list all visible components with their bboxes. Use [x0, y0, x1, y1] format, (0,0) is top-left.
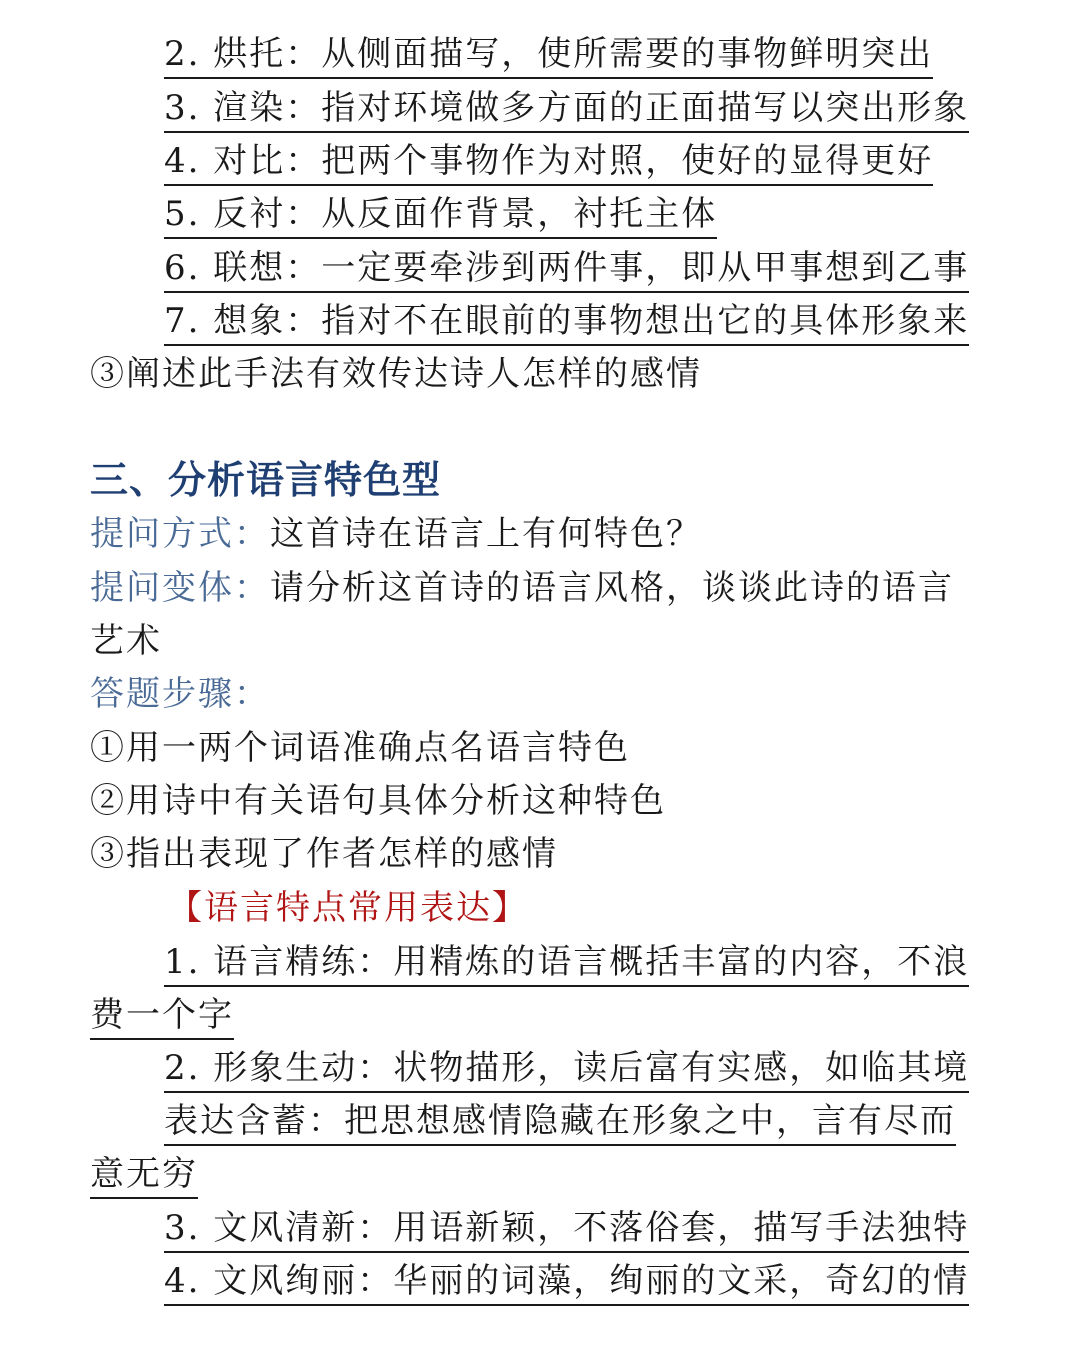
expression-title: 【语言特点常用表达】	[168, 888, 528, 928]
question-format	[90, 512, 702, 556]
technique-item-6: 6. 联想：一定要牵涉到两件事，即从甲事想到乙事	[164, 246, 969, 293]
expression-item-1-continued: 费一个字	[90, 993, 234, 1040]
expression-item-2b-continued: 意无穷	[90, 1152, 198, 1199]
expression-item-2b: 表达含蓄：把思想感情隐藏在形象之中，言有尽而	[164, 1099, 956, 1146]
answer-steps-label: 答题步骤：	[90, 674, 270, 714]
technique-item-5: 5. 反衬：从反面作背景，衬托主体	[164, 192, 717, 239]
question-format-label: 提问方式：	[90, 514, 270, 554]
answer-step-1: ①用一两个词语准确点名语言特色	[90, 728, 630, 768]
expression-item-3: 3. 文风清新：用语新颖，不落俗套，描写手法独特	[164, 1206, 969, 1253]
question-variant-text: 请分析这首诗的语言风格，谈谈此诗的语言	[270, 568, 954, 608]
technique-item-4: 4. 对比：把两个事物作为对照，使好的显得更好	[164, 139, 933, 186]
section-heading: 三、分析语言特色型	[90, 458, 442, 502]
question-format-text: 这首诗在语言上有何特色？	[270, 514, 702, 554]
question-variant-label: 提问变体：	[90, 568, 270, 608]
question-variant-continued: 艺术	[90, 621, 162, 661]
expression-item-4: 4. 文风绚丽：华丽的词藻，绚丽的文采，奇幻的情	[164, 1259, 969, 1306]
technique-item-3: 3. 渲染：指对环境做多方面的正面描写以突出形象	[164, 86, 969, 133]
answer-step-2: ②用诗中有关语句具体分析这种特色	[90, 781, 666, 821]
answer-step-3-previous: ③阐述此手法有效传达诗人怎样的感情	[90, 354, 702, 394]
answer-step-3: ③指出表现了作者怎样的感情	[90, 834, 558, 874]
expression-item-1: 1. 语言精练：用精炼的语言概括丰富的内容，不浪	[164, 940, 969, 987]
technique-item-2: 2. 烘托：从侧面描写，使所需要的事物鲜明突出	[164, 32, 933, 79]
question-variant	[90, 566, 954, 610]
expression-item-2: 2. 形象生动：状物描形，读后富有实感，如临其境	[164, 1046, 969, 1093]
technique-item-7: 7. 想象：指对不在眼前的事物想出它的具体形象来	[164, 299, 969, 346]
